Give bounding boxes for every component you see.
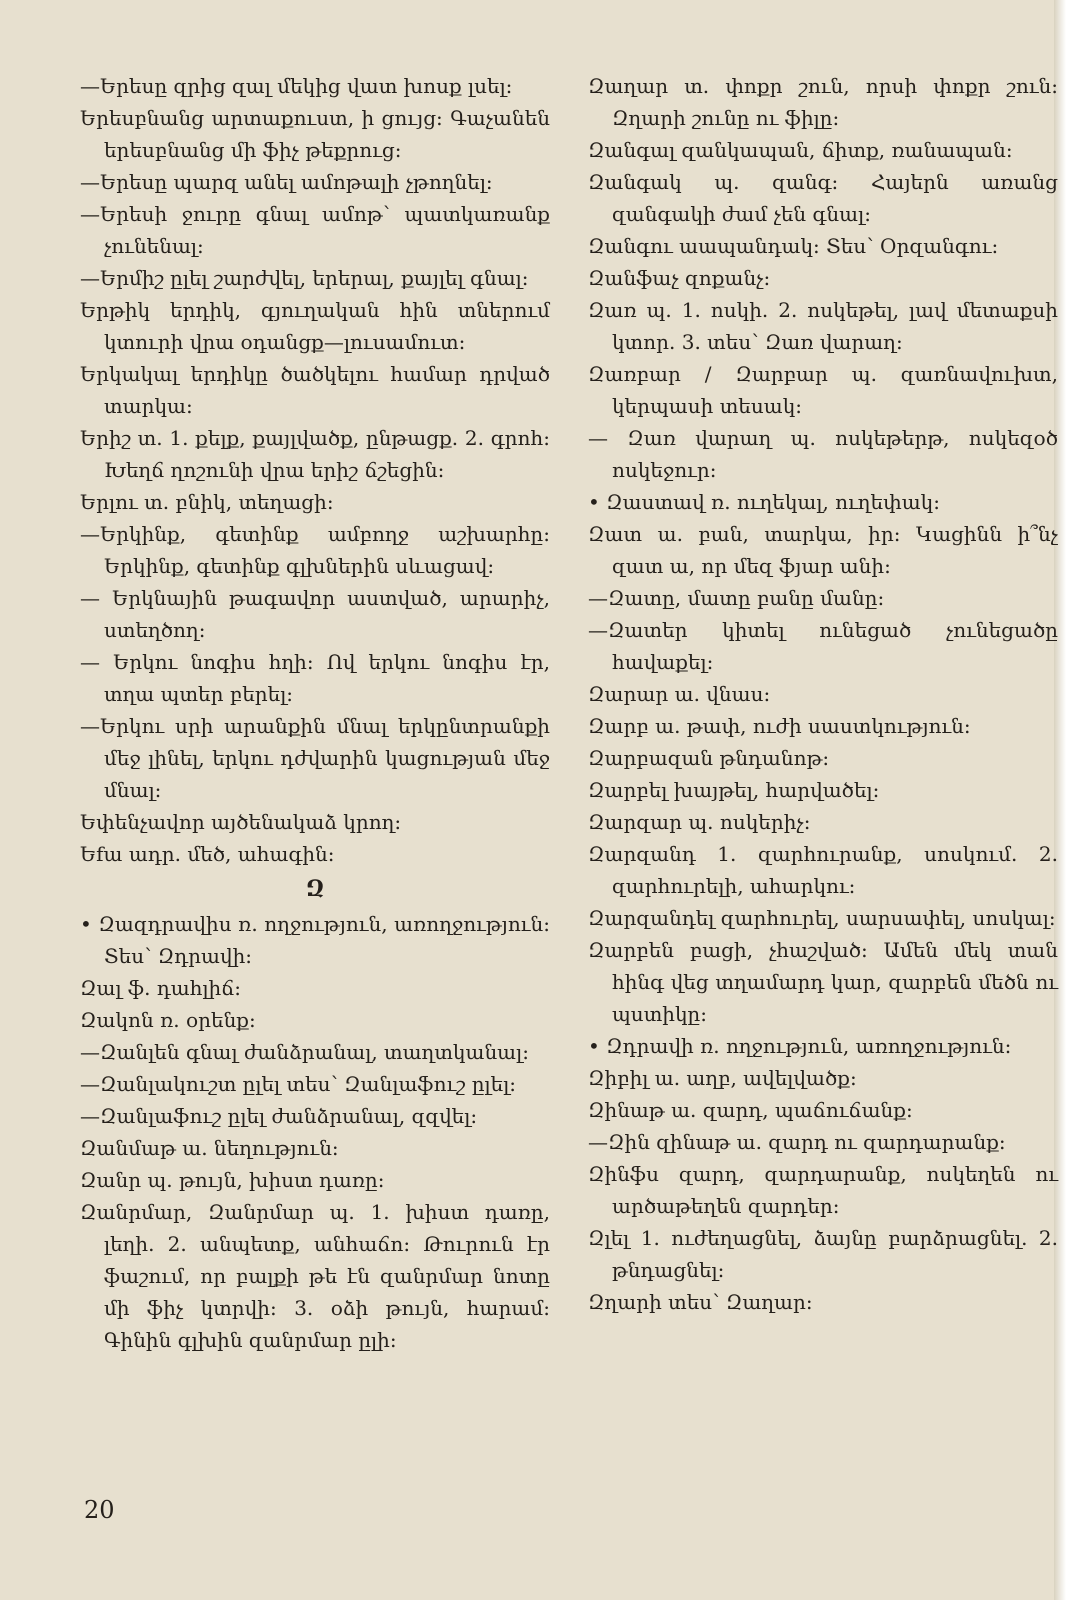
dictionary-entry: — Երկնային թագավոր աստված, արարիչ, ստեղծող։ — [80, 586, 550, 642]
dictionary-entry: Զանմաթ ա. նեղություն։ — [80, 1136, 339, 1160]
dictionary-entry: Զարբել խայթել, հարվածել։ — [588, 778, 880, 802]
dictionary-entry: —Զատը, մատը բանը մանը։ — [588, 586, 885, 610]
dictionary-entry: —Երմիշ ըլել շարժվել, երերալ, քայլել գնալ։ — [80, 266, 529, 290]
right-column — [588, 70, 1058, 1318]
dictionary-entry: Զղարի տես՝ Զաղար։ — [588, 1290, 813, 1314]
dictionary-entry: Զակոն ռ. օրենք։ — [80, 1008, 256, 1032]
dictionary-entry: Զարբ ա. թափ, ուժի սաստկություն։ — [588, 714, 971, 738]
dictionary-entry: —Զանլաֆուշ ըլել ժանձրանալ, զզվել։ — [80, 1104, 478, 1128]
dictionary-entry: Զարզար պ. ոսկերիչ։ — [588, 810, 811, 834]
dictionary-entry: Զալ ֆ. դահլիճ։ — [80, 976, 242, 1000]
dictionary-entry: Զանր պ. թույն, խիստ դառը։ — [80, 1168, 385, 1192]
dictionary-entry: —Զին զինաթ ա. զարդ ու զարդարանք։ — [588, 1130, 1006, 1154]
dictionary-entry: Զարզանդ 1. զարհուրանք, սոսկում. 2. զարհուրելի, ահարկու։ — [588, 842, 1058, 898]
dictionary-entry: Երլու տ. բնիկ, տեղացի։ — [80, 490, 334, 514]
dictionary-entry: —Երկինք, գետինք ամբողջ աշխարհը։ Երկինք, գետինք գլխներին սևացավ։ — [80, 522, 550, 578]
dictionary-entry: — Երկու նոգիս հղի։ Ով երկու նոգիս էր, տղա պտեր բերել։ — [80, 650, 550, 706]
page-number: 20 — [84, 1496, 115, 1524]
dictionary-entry: Զանֆաչ զոքանչ։ — [588, 266, 771, 290]
dictionary-entry: • Զաստավ ռ. ուղեկալ, ուղեփակ։ — [588, 490, 941, 514]
dictionary-entry: —Զանլակուշտ ըլել տես՝ Զանլաֆուշ ըլել։ — [80, 1072, 517, 1096]
dictionary-entry: Զինաթ ա. զարդ, պաճուճանք։ — [588, 1098, 913, 1122]
letter-heading: Զ — [305, 876, 325, 902]
dictionary-entry: Զիբիլ ա. աղբ, ավելվածք։ — [588, 1066, 857, 1090]
dictionary-entry: —Երեսը զրից զալ մեկից վատ խոսք լսել։ — [80, 74, 513, 98]
dictionary-entry: Զառ պ. 1. ոսկի. 2. ոսկեթել, լավ մետաքսի կտոր. 3. տես՝ Զառ վարաղ։ — [588, 298, 1058, 354]
dictionary-entry: Զանգու աապանդակ։ Տես՝ Օրզանգու։ — [588, 234, 999, 258]
dictionary-entry: • Զդրավի ռ. ողջություն, առողջություն։ — [588, 1034, 1012, 1058]
dictionary-entry: Եփենչավոր այծենակաձ կրող։ — [80, 810, 402, 834]
dictionary-entry: Զարբեն բացի, չհաշված։ Ամեն մեկ տան հինգ վեց տղամարդ կար, զարբեն մեծն ու պստիկը։ — [588, 938, 1058, 1026]
dictionary-entry: Զինֆս զարդ, զարդարանք, ոսկեղեն ու արծաթեղեն զարդեր։ — [588, 1162, 1058, 1218]
dictionary-entry: • Զազդրավիս ռ. ողջություն, առողջություն։ Տես՝ Զդրավի։ — [80, 912, 550, 968]
dictionary-entry: Զաղար տ. փոքր շուն, որսի փոքր շուն։ Զղարի շունը ու ֆիլը։ — [588, 74, 1058, 130]
dictionary-entry: Զարար ա. վնաս։ — [588, 682, 771, 706]
dictionary-entry: —Զանլեն գնալ ժանձրանալ, տաղտկանալ։ — [80, 1040, 530, 1064]
dictionary-entry: Զանգակ պ. զանգ։ Հայերն առանց զանգակի ժամ չեն գնալ։ — [588, 170, 1058, 226]
dictionary-entry: Զանրմար, Զանրմար պ. 1. խիստ դառը, լեղի. 2. անպետք, անհաճո։ Թուրուն էր ֆաշում, որ բալքի թե էն զանրմար նոտը մի ֆիչ կտրվի։ 3. օձի թույն, հարամ։ Գինին գլխին զանրմար ըլի։ — [80, 1200, 550, 1352]
dictionary-entry: —Երկու սրի արանքին մնալ երկընտրանքի մեջ լինել, երկու դժվարին կացության մեջ մնալ։ — [80, 714, 550, 802]
dictionary-entry: Զարբազան թնդանոթ։ — [588, 746, 830, 770]
dictionary-entry: Զառբար / Զարբար պ. զառնավուխտ, կերպասի տեսակ։ — [588, 362, 1058, 418]
dictionary-entry: Զլել 1. ուժեղացնել, ձայնը բարձրացնել. 2. թնդացնել։ — [588, 1226, 1058, 1282]
dictionary-entry: Երիշ տ. 1. քելք, քայլվածք, ընթացք. 2. գրոհ։ Խեղճ ղոշունի վրա երիշ ճշեցին։ — [80, 426, 550, 482]
dictionary-entry: Երկակալ երդիկը ծածկելու համար դրված տարկա։ — [80, 362, 550, 418]
dictionary-entry: —Երեսը պարզ անել ամոթալի չթողնել։ — [80, 170, 493, 194]
dictionary-entry: Զարզանդել զարհուրել, սարսափել, սոսկալ։ — [588, 906, 1056, 930]
dictionary-entry: — Զառ վարաղ պ. ոսկեթերթ, ոսկեզօծ ոսկեջուր։ — [588, 426, 1058, 482]
dictionary-entry: Երեսբնանց արտաքուստ, ի ցույց։ Գաչանեն երեսբնանց մի ֆիչ թեքրուց։ — [80, 106, 550, 162]
dictionary-entry: Եfա ադր. մեծ, ահագին։ — [80, 842, 335, 866]
dictionary-entry: Զանգալ զանկապան, ճիտք, ռանապան։ — [588, 138, 1013, 162]
dictionary-entry: —Զատեր կիտել ունեցած չունեցածը հավաքել։ — [588, 618, 1058, 674]
dictionary-entry: —Երեսի ջուրը գնալ ամոթ՝ պատկառանք չունենալ։ — [80, 202, 550, 258]
dictionary-entry: Զատ ա. բան, տարկա, իր։ Կացինն ի՞նչ զատ ա, որ մեզ ֆյար անի։ — [588, 522, 1058, 578]
left-column — [80, 70, 550, 1356]
dictionary-entry: Երթիկ երդիկ, գյուղական հին տներում կտուրի վրա օդանցք—լուսամուտ։ — [80, 298, 550, 354]
